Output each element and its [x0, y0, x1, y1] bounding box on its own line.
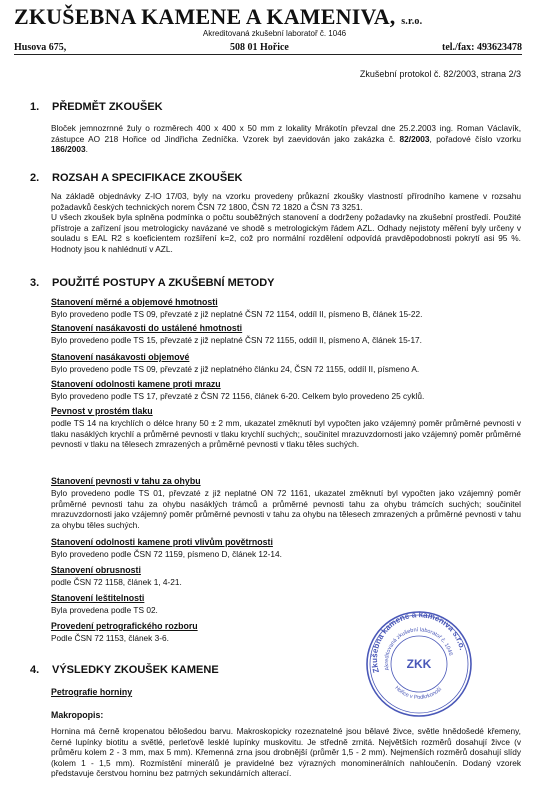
- method-text: Bylo provedeno podle TS 09, převzaté z již neplatné ČSN 72 1154, oddíl II, písmeno B, článek 15-22.: [51, 309, 423, 319]
- makro-text: Hornina má černě kropenatou bělošedou barvu. Makroskopicky rozeznatelné jsou bělavé živce, světle hnědošedé křemeny, černé lupínky biotitu a světlé, perleťově lesklé lupínky muskovitu. Je středně zrnitá. Největších rozměrů dosahují živce (v průměru kolem 2 - 3 mm, max 5 mm). Křemenná zrna jsou drobnější (průměr 1,5 - 2 mm). Nejmenších rozměrů dosahují slídy (kolem 1 - 1,5 mm). Rozmístění minerálů je pravidelné bez výrazných monominerálních nahloučenín. Dodaný vzorek představuje čerstvou horninu bez patrných sekundárních alterací.: [51, 726, 521, 778]
- stamp-inner-text: Akreditovaná zkušební laboratoř č. 1046: [383, 627, 454, 671]
- method-text: Podle ČSN 72 1153, článek 3-6.: [51, 633, 169, 643]
- company-address: Husova 675,: [14, 42, 67, 53]
- stamp-ring-text: Zkušebna kamene a kameniva s.r.o.: [369, 610, 467, 674]
- lab-stamp: [363, 608, 475, 720]
- section-title: 1. PŘEDMĚT ZKOUŠEK: [30, 101, 163, 113]
- method-title: Provedení petrografického rozboru: [51, 621, 198, 631]
- method-title: Stanovení nasákavosti do ustálené hmotnosti: [51, 323, 243, 333]
- method-text: Bylo provedeno podle TS 17, převzaté z ČSN 72 1156, článek 6-20. Celkem bylo provedeno 25 cyklů.: [51, 391, 425, 401]
- section-1-text: Bloček jemnozrnné žuly o rozměrech 400 x 400 x 50 mm z lokality Mrákotín převzal dne 25.2.2003 ing. Roman Václavík, zástupce AO 218 Hořice od Jindřicha Zedníčka. Vzorek byl zaevidován jako zakázka č. 82/2003, pořadové číslo vzorku 186/2003.: [51, 123, 521, 154]
- makro-label: Makropopis:: [51, 710, 104, 720]
- protocol-number: Zkušební protokol č. 82/2003, strana 2/3: [359, 69, 521, 79]
- section-2-paragraph: Na základě objednávky Z-IO 17/03, byly na vzorku provedeny průkazní zkoušky vlastností přírodního kamene v rozsahu požadavků českých technických norem ČSN 72 1800, ČSN 72 1820 a ČSN 73 3251.: [51, 191, 521, 212]
- method-title: Stanovení nasákavosti objemové: [51, 352, 190, 362]
- section-title: 2. ROZSAH A SPECIFIKACE ZKOUŠEK: [30, 172, 243, 184]
- header-divider: [14, 54, 522, 55]
- method-text: Bylo provedeno podle TS 15, převzaté z již neplatné ČSN 72 1155, oddíl II, písmeno A, článek 15-17.: [51, 335, 422, 345]
- method-text: podle ČSN 72 1158, článek 1, 4-21.: [51, 577, 182, 587]
- section-2-paragraph: U všech zkoušek byla splněna podmínka o počtu souběžných stanovení a dodrženy požadavky na zkušební prostředí. Použité přístroje a zařízení jsou metrologicky navázané ve shodě s metrologickým řádem AZL. Odhady nejistoty měření byly určeny v souladu s EAL R2 s koeficientem rozšíření k=2, což pro normální rozdělení odpovídá pravděpodobnosti pokrytí asi 95 %. Hodnoty jsou k nahlédnutí v AZL.: [51, 212, 521, 254]
- method-title: Stanovení obrusnosti: [51, 565, 141, 575]
- company-city: 508 01 Hořice: [230, 42, 289, 53]
- stamp-bottom-text: Hořice v Podkrkonoší: [393, 685, 444, 701]
- petrography-subtitle: Petrografie horniny: [51, 687, 133, 697]
- svg-text:Hořice v Podkrkonoší: [393, 685, 443, 701]
- method-text: Byla provedena podle TS 02.: [51, 605, 158, 615]
- section-title: 3. POUŽITÉ POSTUPY A ZKUŠEBNÍ METODY: [30, 277, 275, 289]
- company-name: ZKUŠEBNA KAMENE A KAMENIVA, s.r.o.: [14, 4, 423, 29]
- method-text: Bylo provedeno podle TS 01, převzaté z již neplatné ON 72 1161, ukazatel změknutí byl vypočten jako vzájemný poměr průměrné pevnosti tahu za ohybu nasáklých trámců a průměrné pevnosti tahu za ohybu trámcích suchých; součinitel mrazuvzdornosti jako vzájemný poměr průměrné pevnosti v tahu za ohybu na tělesech zmrazených a průměrné pevnosti v tahu za ohybu těles suchých.: [51, 488, 521, 530]
- method-title: Stanovení odolnosti kamene proti vlivům povětrnosti: [51, 537, 273, 547]
- stamp-center-text: ZKK: [406, 657, 432, 671]
- company-phone: tel./fax: 493623478: [442, 42, 522, 53]
- method-text: podle TS 14 na krychlích o délce hrany 50 ± 2 mm, ukazatel změknutí byl vypočten jako vzájemný poměr průměrné pevnosti v tlaku nasáklých krychlí a průměrné pevnosti v tlaku krychlí suchých;, součinitel mrazuvzdornosti jako vzájemný poměr průměrné pevnosti v tlaku na tělesech zmrazených a průměrné pevnosti v tlaku těles suchých.: [51, 418, 521, 449]
- method-title: Stanovení leštitelnosti: [51, 593, 145, 603]
- method-title: Stanovení měrné a objemové hmotnosti: [51, 297, 218, 307]
- method-title: Stanovení pevnosti v tahu za ohybu: [51, 476, 201, 486]
- section-title: 4. VÝSLEDKY ZKOUŠEK KAMENE: [30, 664, 219, 676]
- method-title: Pevnost v prostém tlaku: [51, 406, 153, 416]
- method-text: Bylo provedeno podle TS 09, převzaté z již neplatného článku 24, ČSN 72 1155, oddíl II, písmeno A.: [51, 364, 420, 374]
- method-text: Bylo provedeno podle ČSN 72 1159, písmeno D, článek 12-14.: [51, 549, 282, 559]
- method-title: Stanovení odolnosti kamene proti mrazu: [51, 379, 221, 389]
- accreditation-line: Akreditovaná zkušební laboratoř č. 1046: [202, 29, 347, 38]
